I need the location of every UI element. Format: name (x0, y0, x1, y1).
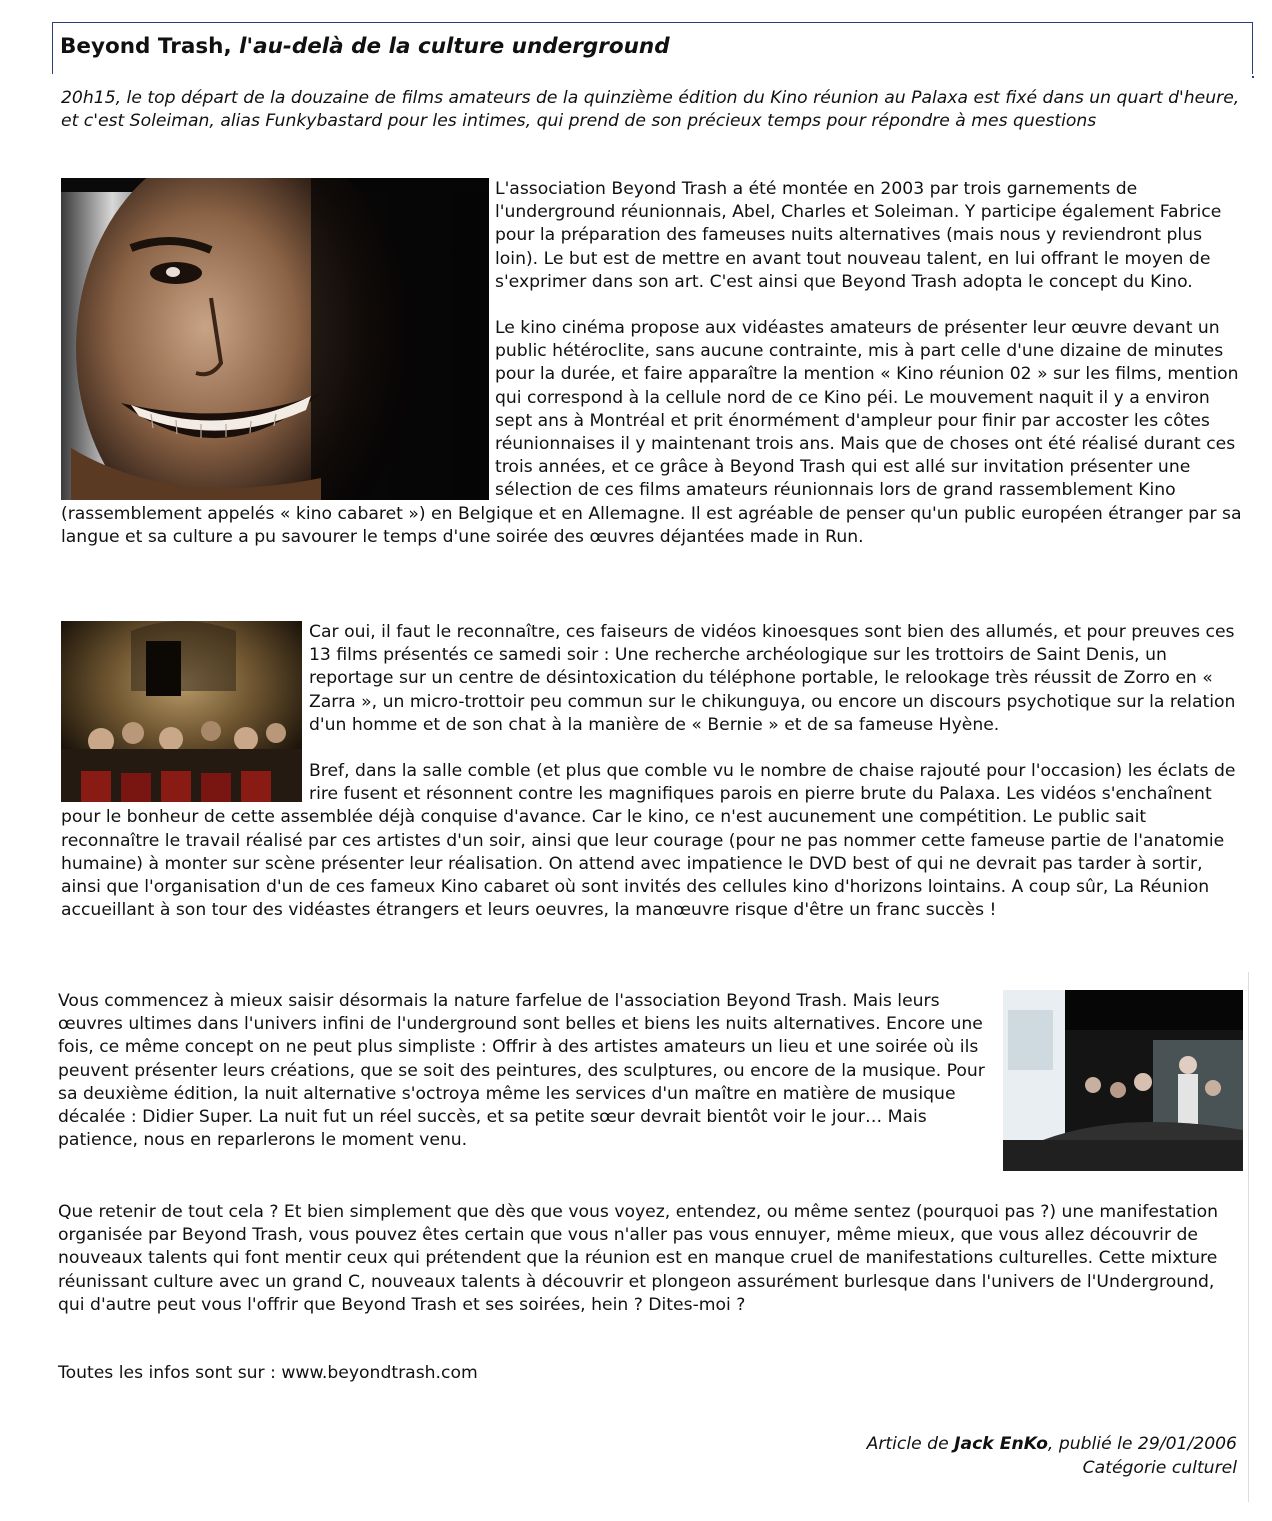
article-title (60, 34, 670, 59)
section-kino-films (61, 621, 1246, 922)
paragraph-6: Que retenir de tout cela ? Et bien simplement que dès que vous voyez, entendez, ou même sentez (pourquoi pas ?) une manifestation organisée par Beyond Trash, vous pouvez êtes certain que vous n'aller pas vous ennuyer, même mieux, que vous allez découvrir de nouveaux talents qui font mentir ceux qui prétendent que la réunion est en manque cruel de manifestations culturelles. Cette mixture réunissant culture avec un grand C, nouveaux talents à découvrir et plongeon assurément burlesque dans l'univers de l'Underground, qui d'autre peut vous l'offrir que Beyond Trash et ses soirées, hein ? Dites-moi ? (58, 1202, 1219, 1315)
paragraph-1: L'association Beyond Trash a été montée en 2003 par trois garnements de l'underground réunionnais, Abel, Charles et Soleiman. Y participe également Fabrice pour la préparation des fameuses nuits alternatives (mais nous y reviendront plus loin). Le but est de mettre en avant tout nouveau talent, en lui offrant le moyen de s'exprimer dans son art. C'est ainsi que Beyond Trash adopta le concept du Kino. (495, 179, 1222, 292)
signature-date: , publié le 29/01/2006 (1047, 1434, 1237, 1454)
section-infos (58, 1362, 1243, 1385)
paragraph-5: Vous commencez à mieux saisir désormais la nature farfelue de l'association Beyond Trash. Mais leurs œuvres ultimes dans l'univers infini de l'underground sont belles et biens les nuits alternatives. Encore une fois, ce même concept on ne peut plus simpliste : Offrir à des artistes amateurs un lieu et une soirée où ils peuvent présenter leurs créations, que se soit des peintures, des sculptures, ou encore de la musique. Pour sa deuxième édition, la nuit alternative s'octroya même les services d'un maître en matière de musique décalée : Didier Super. La nuit fut un réel succès, et sa petite sœur devrait bientôt voir le jour… Mais patience, nous en reparlerons le moment venu. (58, 991, 985, 1151)
paragraph-2: Le kino cinéma propose aux vidéastes amateurs de présenter leur œuvre devant un public hétéroclite, sans aucune contrainte, mis à part celle d'une dizaine de minutes pour la durée, et faire apparaître la mention « Kino réunion 02 » sur les films, mention qui correspond à la cellule nord de ce Kino péi. Le mouvement naquit il y a environ sept ans à Montréal et prit énormément d'ampleur pour finir par accoster les côtes réunionnaises il y maintenant trois ans. Mais que de choses ont été réalisé durant ces trois années, et ce grâce à Beyond Trash qui est allé sur invitation présenter une sélection de ces films amateurs réunionnais lors de grand rassemblement Kino (rassemblement appelés « kino cabaret ») en Belgique et en Allemagne. Il est agréable de penser qu'un public européen étranger par sa langue et sa culture a pu savourer le temps d'une soirée des œuvres déjantées made in Run. (61, 318, 1242, 547)
portrait-photo (61, 178, 489, 500)
article-signature (867, 1432, 1237, 1480)
night-crowd-photo (1003, 990, 1243, 1171)
paragraph-3: Car oui, il faut le reconnaître, ces faiseurs de vidéos kinoesques sont bien des allumés, et pour preuves ces 13 films présentés ce samedi soir : Une recherche archéologique sur les trottoirs de Saint Denis, un reportage sur un centre de désintoxication du téléphone portable, le relookage très réussit de Zorro en « Zarra », un micro-trottoir peu commun sur le chikunguya, ou encore un discours psychotique sur la relation d'un homme et de son chat à la manière de « Bernie » et de sa fameuse Hyène. (309, 622, 1236, 735)
signature-category: Catégorie culturel (1082, 1458, 1237, 1478)
right-divider (1248, 972, 1249, 1502)
article-intro: 20h15, le top départ de la douzaine de films amateurs de la quinzième édition du Kino réunion au Palaxa est fixé dans un quart d'heure, et c'est Soleiman, alias Funkybastard pour les intimes, qui prend de son précieux temps pour répondre à mes questions (61, 88, 1240, 132)
signature-prefix: Article de (866, 1434, 955, 1454)
section-nuits-alternatives (58, 990, 1243, 1171)
title-main: Beyond Trash, (60, 34, 232, 59)
signature-author: Jack EnKo (954, 1434, 1048, 1454)
title-subtitle: l'au-delà de la culture underground (239, 34, 670, 59)
section-conclusion (58, 1201, 1243, 1317)
paragraph-infos: Toutes les infos sont sur : www.beyondtrash.com (58, 1363, 478, 1383)
paragraph-4: Bref, dans la salle comble (et plus que comble vu le nombre de chaise rajouté pour l'occasion) les éclats de rire fusent et résonnent contre les magnifiques parois en pierre brute du Palaxa. Les vidéos s'enchaînent pour le bonheur de cette assemblée déjà conquise d'avance. Car le kino, ce n'est aucunement une compétition. Le public sait reconnaître le travail réalisé par ces artistes d'un soir, ainsi que leur courage (pour ne pas nommer cette fameuse partie de l'anatomie humaine) à monter sur scène présenter leur réalisation. On attend avec impatience le DVD best of qui ne devrait pas tarder à sortir, ainsi que l'organisation d'un de ces fameux Kino cabaret où sont invités des cellules kino d'horizons lointains. A coup sûr, La Réunion accueillant à son tour des vidéastes étrangers et leurs oeuvres, la manœuvre risque d'être un franc succès ! (61, 761, 1236, 921)
audience-photo (61, 621, 302, 802)
section-association (61, 178, 1246, 549)
signature-line (867, 1432, 1237, 1456)
